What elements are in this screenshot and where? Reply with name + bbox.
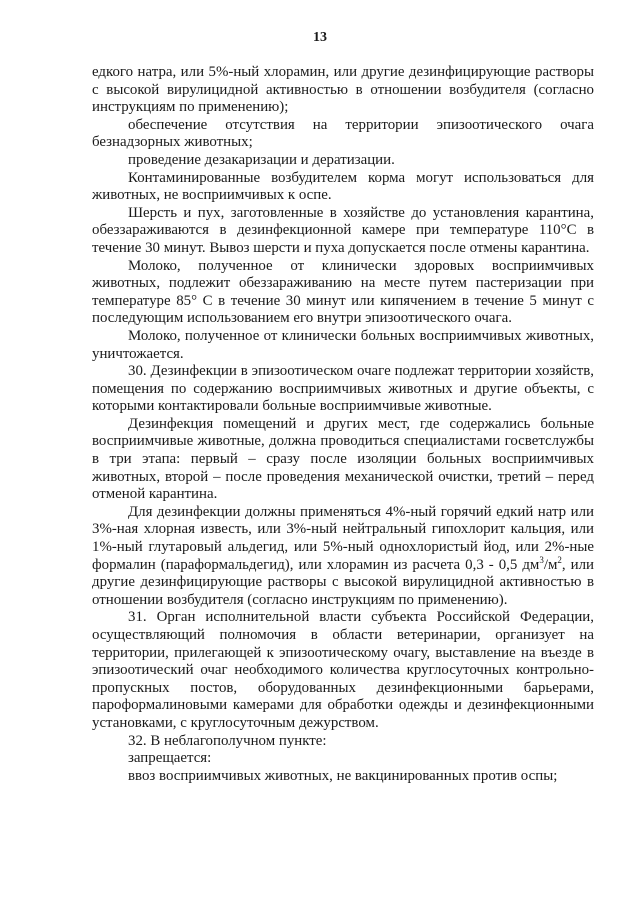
page-number: 13 (313, 30, 327, 45)
paragraph-10-part-1: Для дезинфекции должны применяться 4%-ный горячий едкий натр или 3%-ная хлорная известь, или 3%-ный нейтральный гипохлорит кальция, или 1%-ный глутаровый альдегид, или 5%-ный однохлористый йод, или 2%-ные формалин (параформальдегид), или хлорамин из расчета 0,3 - 0,5 дм (92, 503, 594, 573)
paragraph-8: 30. Дезинфекции в эпизоотическом очаге подлежат территории хозяйств, помещения по содержанию восприимчивых животных и другие объекты, с которыми контактировали больные восприимчивые животные. (92, 363, 594, 415)
superscript-3: 3 (539, 554, 544, 565)
paragraph-4: Контаминированные возбудителем корма могут использоваться для животных, не восприимчивых к оспе. (92, 169, 594, 204)
paragraph-12: 32. В неблагополучном пункте: (128, 732, 327, 749)
paragraph-5: Шерсть и пух, заготовленные в хозяйстве до установления карантина, обеззараживаются в дезинфекционной камере при температуре 110°С в течение 30 минут. Вывоз шерсти и пуха допускается после отмены карантина. (92, 204, 594, 256)
paragraph-9: Дезинфекция помещений и других мест, где содержались больные восприимчивые животные, должна проводиться специалистами госветслужбы в три этапа: первый – сразу после изоляции больных восприимчивых животных, второй – после проведения механической очистки, третий – перед отменой карантина. (92, 415, 594, 503)
superscript-2: 2 (557, 554, 562, 565)
paragraph-3: проведение дезакаризации и дератизации. (128, 151, 395, 168)
paragraph-2: обеспечение отсутствия на территории эпизоотического очага безнадзорных животных; (92, 116, 594, 151)
paragraph-11: 31. Орган исполнительной власти субъекта Российской Федерации, осуществляющий полномочия в области ветеринарии, организует на территории, прилегающей к эпизоотическому очагу, выставление на въезде в эпизоотический очаг необходимого количества круглосуточных контрольно-пропускных постов, оборудованных дезинфекционными барьерами, пароформалиновыми камерами для обработки одежды и дезинфекционными установками, с круглосуточным дежурством. (92, 609, 594, 731)
paragraph-10 (92, 504, 594, 610)
paragraph-14: ввоз восприимчивых животных, не вакцинированных против оспы; (128, 767, 558, 784)
paragraph-10-part-2: /м (543, 556, 558, 573)
document-body (92, 64, 594, 785)
paragraph-10-part-3: , или другие дезинфицирующие растворы с высокой вирулицидной активностью в отношении возбудителя (согласно инструкциям по применению). (92, 556, 594, 608)
paragraph-13: запрещается: (128, 750, 212, 767)
paragraph-6: Молоко, полученное от клинически здоровых восприимчивых животных, подлежит обеззараживанию на месте путем пастеризации при температуре 85° С в течение 30 минут или кипячением в течение 5 минут с последующим использованием его внутри эпизоотического очага. (92, 257, 594, 327)
paragraph-1: едкого натра, или 5%-ный хлорамин, или другие дезинфицирующие растворы с высокой вирулицидной активностью в отношении возбудителя (согласно инструкциям по применению); (92, 64, 594, 116)
paragraph-7: Молоко, полученное от клинически больных восприимчивых животных, уничтожается. (92, 327, 594, 362)
